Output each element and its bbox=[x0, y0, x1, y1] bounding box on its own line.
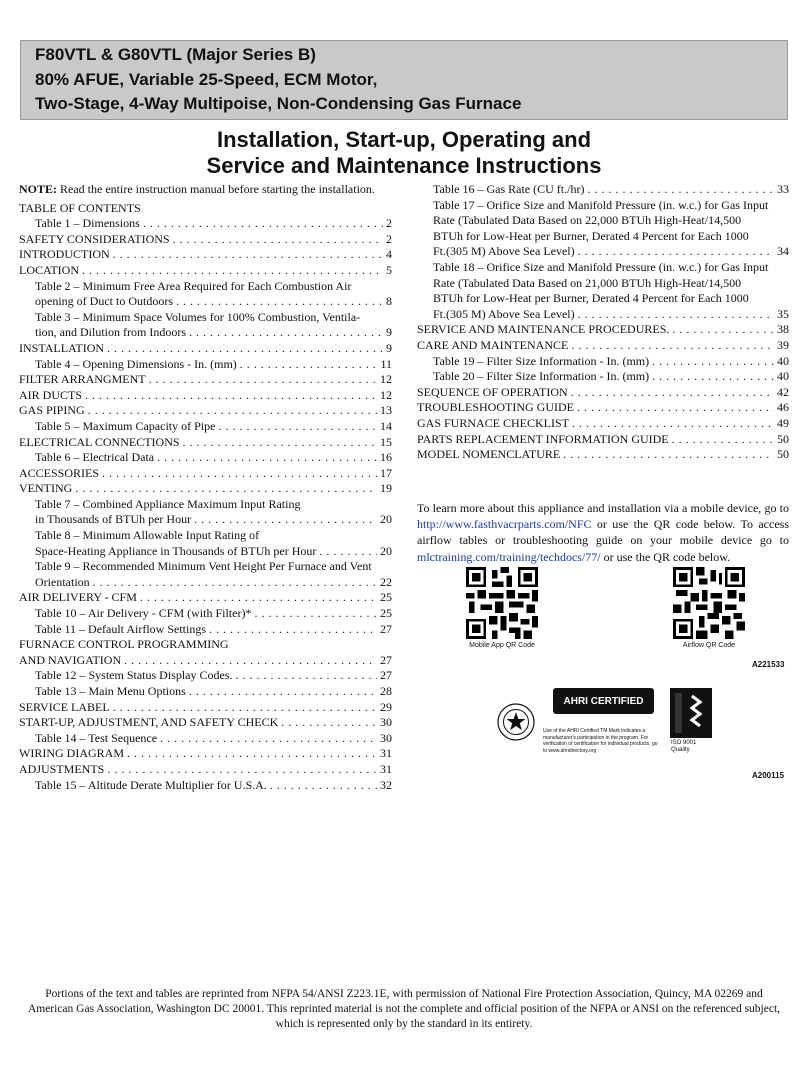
toc-page-number: 25 bbox=[380, 590, 392, 605]
toc-dot-leader bbox=[113, 247, 383, 263]
toc-page-number: 20 bbox=[380, 543, 392, 558]
toc-page-number: 27 bbox=[380, 668, 392, 683]
toc-entry[interactable] bbox=[19, 294, 392, 310]
toc-entry-title: PARTS REPLACEMENT INFORMATION GUIDE bbox=[417, 431, 669, 446]
toc-page-number: 20 bbox=[380, 512, 392, 527]
toc-entry-title: AIR DELIVERY - CFM bbox=[19, 590, 137, 605]
note-text: Read the entire instruction manual before starting the installation. bbox=[60, 182, 375, 196]
toc-left-list bbox=[19, 216, 392, 793]
toc-dot-leader bbox=[143, 216, 383, 232]
toc-dot-leader bbox=[578, 244, 774, 260]
toc-entry[interactable] bbox=[19, 325, 392, 341]
toc-entry-title: WIRING DIAGRAM bbox=[19, 746, 124, 761]
toc-line bbox=[417, 198, 789, 214]
toc-page-number: 19 bbox=[380, 481, 392, 496]
toc-entry-title: LOCATION bbox=[19, 262, 79, 277]
toc-entry-title: in Thousands of BTUh per Hour bbox=[35, 512, 192, 527]
toc-dot-leader bbox=[235, 668, 377, 684]
toc-entry-title: Table 15 – Altitude Derate Multiplier for U.S.A. bbox=[35, 777, 267, 792]
toc-entry-title: AIR DUCTS bbox=[19, 387, 83, 402]
toc-entry[interactable] bbox=[417, 338, 789, 354]
certified-system-icon bbox=[670, 688, 712, 738]
toc-dot-leader bbox=[160, 731, 377, 747]
toc-page-number: 15 bbox=[380, 434, 392, 449]
toc-entry[interactable] bbox=[19, 357, 392, 373]
toc-entry[interactable] bbox=[19, 575, 392, 591]
toc-entry[interactable] bbox=[19, 388, 392, 404]
toc-page-number: 12 bbox=[380, 387, 392, 402]
toc-page-number: 9 bbox=[386, 340, 392, 355]
airflow-qr-label: Airflow QR Code bbox=[682, 642, 736, 649]
efficiency-line: 80% AFUE, Variable 25-Speed, ECM Motor, bbox=[35, 69, 378, 89]
toc-line bbox=[417, 229, 789, 245]
toc-page-number: 32 bbox=[380, 777, 392, 792]
toc-page-number: 25 bbox=[380, 606, 392, 621]
toc-page-number: 22 bbox=[380, 574, 392, 589]
model-line: F80VTL & G80VTL (Major Series B) bbox=[35, 45, 316, 64]
toc-line-text: Table 2 – Minimum Free Area Required for Each Combustion Air bbox=[35, 278, 352, 293]
toc-left-column bbox=[19, 182, 392, 793]
toc-entry-title: Table 10 – Air Delivery - CFM (with Filter)* bbox=[35, 606, 252, 621]
toc-entry-title: GAS PIPING bbox=[19, 403, 85, 418]
toc-entry-title: Table 12 – System Status Display Codes. bbox=[35, 668, 233, 683]
toc-entry[interactable] bbox=[19, 216, 392, 232]
toc-right-column bbox=[417, 182, 789, 463]
toc-entry[interactable] bbox=[417, 432, 789, 448]
toc-dot-leader bbox=[578, 307, 774, 323]
toc-entry-title: GAS FURNACE CHECKLIST bbox=[417, 415, 570, 430]
toc-page-number: 29 bbox=[380, 699, 392, 714]
toc-dot-leader bbox=[254, 606, 377, 622]
toc-dot-leader bbox=[102, 466, 377, 482]
toc-entry-title: Table 6 – Electrical Data bbox=[35, 450, 155, 465]
toc-line-text: Rate (Tabulated Data Based on 22,000 BTUh High-Heat/14,500 bbox=[433, 213, 742, 228]
toc-dot-leader bbox=[85, 388, 377, 404]
toc-entry[interactable] bbox=[417, 182, 789, 198]
toc-entry[interactable] bbox=[417, 322, 789, 338]
toc-line bbox=[19, 637, 392, 653]
toc-entry-title: Table 5 – Maximum Capacity of Pipe bbox=[35, 418, 216, 433]
toc-page-number: 14 bbox=[380, 418, 392, 433]
toc-page-number: 27 bbox=[380, 652, 392, 667]
toc-page-number: 13 bbox=[380, 403, 392, 418]
qr-figure-code: A221533 bbox=[752, 660, 785, 669]
toc-entry-title: SERVICE AND MAINTENANCE PROCEDURES. bbox=[417, 322, 670, 337]
toc-dot-leader bbox=[571, 338, 774, 354]
info-text-2: or use the QR code below. To access airflow tables or troubleshooting guide on your mobile device go to bbox=[417, 517, 789, 548]
toc-page-number: 34 bbox=[777, 244, 789, 259]
toc-line-text: Table 8 – Minimum Allowable Input Rating of bbox=[35, 528, 260, 543]
toc-line bbox=[19, 559, 392, 575]
toc-dot-leader bbox=[127, 746, 377, 762]
note-label: NOTE: bbox=[19, 182, 58, 196]
toc-dot-leader bbox=[124, 653, 377, 669]
toc-entry[interactable] bbox=[19, 341, 392, 357]
ahri-note: Use of the AHRI Certified TM Mark indicates a manufacturer's participation in the program. For verification of certification for individual products, go to www.ahridirectory.org . bbox=[543, 728, 658, 754]
toc-page-number: 33 bbox=[777, 182, 789, 196]
fasthvac-link[interactable]: http://www.fasthvacrparts.com/NFC bbox=[417, 517, 592, 532]
toc-dot-leader bbox=[281, 715, 377, 731]
toc-entry-title: Table 20 – Filter Size Information - In. (mm) bbox=[433, 369, 650, 384]
toc-entry-title: Table 1 – Dimensions bbox=[35, 216, 140, 231]
toc-entry[interactable] bbox=[19, 372, 392, 388]
toc-entry[interactable] bbox=[417, 244, 789, 260]
toc-line-text: Rate (Tabulated Data Based on 21,000 BTUh High-Heat/14,500 bbox=[433, 275, 742, 290]
toc-entry-title: SAFETY CONSIDERATIONS bbox=[19, 231, 170, 246]
toc-page-number: 50 bbox=[777, 447, 789, 462]
toc-dot-leader bbox=[189, 684, 377, 700]
mobile-info-paragraph bbox=[417, 500, 789, 565]
toc-page-number: 27 bbox=[380, 621, 392, 636]
toc-line-text: Table 7 – Combined Appliance Maximum Input Rating bbox=[35, 496, 301, 511]
toc-dot-leader bbox=[88, 403, 377, 419]
toc-line bbox=[417, 260, 789, 276]
toc-dot-leader bbox=[652, 369, 774, 385]
document-title bbox=[0, 127, 808, 179]
toc-entry[interactable] bbox=[19, 762, 392, 778]
toc-dot-leader bbox=[176, 294, 383, 310]
toc-dot-leader bbox=[672, 432, 774, 448]
toc-page-number: 40 bbox=[777, 369, 789, 384]
toc-entry-title: Table 4 – Opening Dimensions - In. (mm) bbox=[35, 356, 237, 371]
toc-entry[interactable] bbox=[19, 731, 392, 747]
toc-dot-leader bbox=[140, 590, 377, 606]
toc-entry-title: Table 14 – Test Sequence bbox=[35, 730, 158, 745]
toc-line-text: BTUh for Low-Heat per Burner, Derated 4 Percent for Each 1000 bbox=[433, 228, 749, 243]
mobile-app-qr-label: Mobile App QR Code bbox=[469, 642, 535, 649]
toc-page-number: 5 bbox=[386, 262, 392, 277]
toc-dot-leader bbox=[577, 400, 774, 416]
toc-entry-title: Ft.(305 M) Above Sea Level) bbox=[433, 306, 575, 321]
toc-line bbox=[19, 279, 392, 295]
toc-page-number: 38 bbox=[777, 322, 789, 337]
toc-entry-title: Ft.(305 M) Above Sea Level) bbox=[433, 244, 575, 259]
toc-entry-title: Space-Heating Appliance in Thousands of BTUh per Hour bbox=[35, 543, 317, 558]
toc-entry-title: INTRODUCTION bbox=[19, 247, 110, 262]
toc-dot-leader bbox=[587, 182, 774, 198]
toc-entry[interactable] bbox=[19, 778, 392, 794]
toc-entry-title: Orientation bbox=[35, 574, 90, 589]
toc-entry[interactable] bbox=[417, 400, 789, 416]
toc-dot-leader bbox=[183, 435, 377, 451]
toc-dot-leader bbox=[157, 450, 377, 466]
toc-page-number: 42 bbox=[777, 384, 789, 399]
toc-entry[interactable] bbox=[19, 715, 392, 731]
furnace-type-line: Two-Stage, 4-Way Multipoise, Non-Condensing Gas Furnace bbox=[35, 94, 522, 113]
info-text-3: or use the QR code below. bbox=[600, 549, 731, 564]
toc-entry[interactable] bbox=[19, 232, 392, 248]
toc-line-text: Table 17 – Orifice Size and Manifold Pressure (in. w.c.) for Gas Input bbox=[433, 197, 769, 212]
toc-entry[interactable] bbox=[19, 668, 392, 684]
toc-entry-title: tion, and Dilution from Indoors bbox=[35, 325, 186, 340]
toc-entry-title: START-UP, ADJUSTMENT, AND SAFETY CHECK bbox=[19, 715, 279, 730]
toc-line bbox=[417, 276, 789, 292]
toc-line-text: BTUh for Low-Heat per Burner, Derated 4 Percent for Each 1000 bbox=[433, 291, 749, 306]
toc-page-number: 2 bbox=[386, 216, 392, 231]
toc-entry[interactable] bbox=[19, 746, 392, 762]
toc-entry-title: opening of Duct to Outdoors bbox=[35, 294, 173, 309]
toc-dot-leader bbox=[652, 354, 774, 370]
toc-page-number: 9 bbox=[386, 325, 392, 340]
toc-entry-title: Table 19 – Filter Size Information - In. (mm) bbox=[433, 353, 650, 368]
ahri-certified-badge: AHRI CERTIFIED bbox=[553, 688, 654, 714]
toc-dot-leader bbox=[240, 357, 378, 373]
toc-entry[interactable] bbox=[19, 622, 392, 638]
toc-entry[interactable] bbox=[417, 447, 789, 463]
toc-entry-title: ELECTRICAL CONNECTIONS bbox=[19, 434, 180, 449]
iso-label bbox=[671, 740, 696, 754]
toc-page-number: 40 bbox=[777, 353, 789, 368]
toc-page-number: 46 bbox=[777, 400, 789, 415]
toc-entry[interactable] bbox=[417, 354, 789, 370]
toc-line-text: Table 18 – Orifice Size and Manifold Pressure (in. w.c.) for Gas Input bbox=[433, 259, 769, 274]
toc-dot-leader bbox=[107, 341, 383, 357]
toc-entry[interactable] bbox=[19, 544, 392, 560]
toc-entry[interactable] bbox=[19, 419, 392, 435]
toc-entry[interactable] bbox=[19, 403, 392, 419]
toc-entry-title: Table 13 – Main Menu Options bbox=[35, 684, 186, 698]
toc-page-number: 39 bbox=[777, 337, 789, 352]
toc-line bbox=[19, 310, 392, 326]
toc-page-number: 30 bbox=[380, 715, 392, 730]
toc-line bbox=[19, 497, 392, 513]
toc-page-number: 16 bbox=[380, 450, 392, 465]
toc-line bbox=[417, 213, 789, 229]
toc-dot-leader bbox=[75, 481, 377, 497]
iso-line-1: ISO 9001 bbox=[671, 740, 697, 746]
title-line-2: Service and Maintenance Instructions bbox=[206, 153, 602, 178]
toc-entry[interactable] bbox=[19, 435, 392, 451]
toc-line bbox=[417, 291, 789, 307]
toc-entry-title: MODEL NOMENCLATURE bbox=[417, 447, 561, 462]
toc-entry-title: Table 11 – Default Airflow Settings bbox=[35, 621, 207, 636]
toc-entry-title: AND NAVIGATION bbox=[19, 652, 122, 667]
toc-entry-title: ADJUSTMENTS bbox=[19, 761, 105, 776]
toc-entry-title: CARE AND MAINTENANCE bbox=[417, 337, 569, 352]
toc-dot-leader bbox=[563, 447, 774, 463]
toc-dot-leader bbox=[672, 322, 774, 338]
toc-entry[interactable] bbox=[19, 247, 392, 263]
toc-dot-leader bbox=[93, 575, 377, 591]
info-text-1: To learn more about this appliance and installation via a mobile device, go to bbox=[417, 501, 789, 515]
toc-page-number: 28 bbox=[380, 684, 392, 698]
toc-entry-title: ACCESSORIES bbox=[19, 465, 100, 480]
toc-heading: TABLE OF CONTENTS bbox=[19, 200, 141, 215]
toc-page-number: 49 bbox=[777, 415, 789, 430]
toc-entry[interactable] bbox=[19, 481, 392, 497]
toc-page-number: 12 bbox=[380, 372, 392, 387]
toc-page-number: 2 bbox=[386, 231, 392, 246]
toc-entry-title: SERVICE LABEL bbox=[19, 699, 110, 714]
airflow-qr-icon[interactable] bbox=[671, 567, 747, 639]
toc-dot-leader bbox=[107, 762, 377, 778]
toc-line-text: FURNACE CONTROL PROGRAMMING bbox=[19, 637, 229, 652]
toc-dot-leader bbox=[209, 622, 377, 638]
toc-entry-title: FILTER ARRANGMENT bbox=[19, 372, 146, 387]
toc-entry-title: TROUBLESHOOTING GUIDE bbox=[417, 400, 574, 415]
toc-entry[interactable] bbox=[19, 606, 392, 622]
title-line-1: Installation, Start-up, Operating and bbox=[216, 127, 592, 152]
toc-line-text: Table 9 – Recommended Minimum Vent Height Per Furnace and Vent bbox=[35, 559, 372, 574]
toc-dot-leader bbox=[218, 419, 377, 435]
toc-dot-leader bbox=[571, 385, 774, 401]
toc-page-number: 17 bbox=[380, 465, 392, 480]
toc-entry[interactable] bbox=[19, 684, 392, 700]
toc-entry[interactable] bbox=[417, 416, 789, 432]
toc-entry-title: Table 16 – Gas Rate (CU ft./hr) bbox=[433, 182, 585, 196]
toc-page-number: 4 bbox=[386, 247, 392, 262]
toc-entry[interactable] bbox=[417, 369, 789, 385]
toc-entry[interactable] bbox=[19, 450, 392, 466]
toc-entry[interactable] bbox=[19, 700, 392, 716]
toc-page-number: 35 bbox=[777, 306, 789, 321]
toc-dot-leader bbox=[82, 263, 383, 279]
toc-entry[interactable] bbox=[417, 307, 789, 323]
toc-dot-leader bbox=[270, 778, 377, 794]
toc-dot-leader bbox=[173, 232, 383, 248]
toc-dot-leader bbox=[572, 416, 774, 432]
toc-page-number: 30 bbox=[380, 730, 392, 745]
toc-entry[interactable] bbox=[19, 466, 392, 482]
toc-entry-title: INSTALLATION bbox=[19, 340, 105, 355]
mlctraining-link[interactable]: mlctraining.com/training/techdocs/77/ bbox=[417, 549, 601, 564]
toc-line-text: Table 3 – Minimum Space Volumes for 100% Combustion, Ventila- bbox=[35, 309, 361, 324]
note-paragraph bbox=[19, 182, 392, 198]
toc-page-number: 8 bbox=[386, 294, 392, 309]
toc-line bbox=[19, 528, 392, 544]
toc-entry[interactable] bbox=[417, 385, 789, 401]
toc-entry[interactable] bbox=[19, 590, 392, 606]
toc-entry-title: SEQUENCE OF OPERATION bbox=[417, 384, 568, 399]
toc-dot-leader bbox=[194, 512, 377, 528]
design-certified-seal-icon bbox=[497, 703, 535, 741]
toc-dot-leader bbox=[189, 325, 383, 341]
toc-page-number: 31 bbox=[380, 746, 392, 761]
iso-line-2: Quality bbox=[671, 747, 690, 753]
certs-figure-code: A200115 bbox=[752, 771, 785, 780]
toc-entry-title: VENTING bbox=[19, 481, 73, 496]
toc-page-number: 11 bbox=[380, 356, 392, 371]
toc-dot-leader bbox=[149, 372, 377, 388]
toc-entry[interactable] bbox=[19, 512, 392, 528]
toc-entry[interactable] bbox=[19, 653, 392, 669]
header-banner bbox=[20, 40, 788, 120]
toc-dot-leader bbox=[113, 700, 377, 716]
toc-entry[interactable] bbox=[19, 263, 392, 279]
toc-dot-leader bbox=[319, 544, 377, 560]
mobile-app-qr-icon[interactable] bbox=[464, 567, 540, 639]
toc-right-list bbox=[417, 182, 789, 463]
footer-note: Portions of the text and tables are reprinted from NFPA 54/ANSI Z223.1E, with permission of National Fire Protection Association, Quincy, MA 02269 and American Gas Association, Washington DC 20001. This reprinted material is not the complete and official position of the NFPA or ANSI on the referenced subject, which is represented only by the standard in its entirety. bbox=[27, 988, 781, 1030]
toc-page-number: 50 bbox=[777, 431, 789, 446]
toc-page-number: 31 bbox=[380, 761, 392, 776]
